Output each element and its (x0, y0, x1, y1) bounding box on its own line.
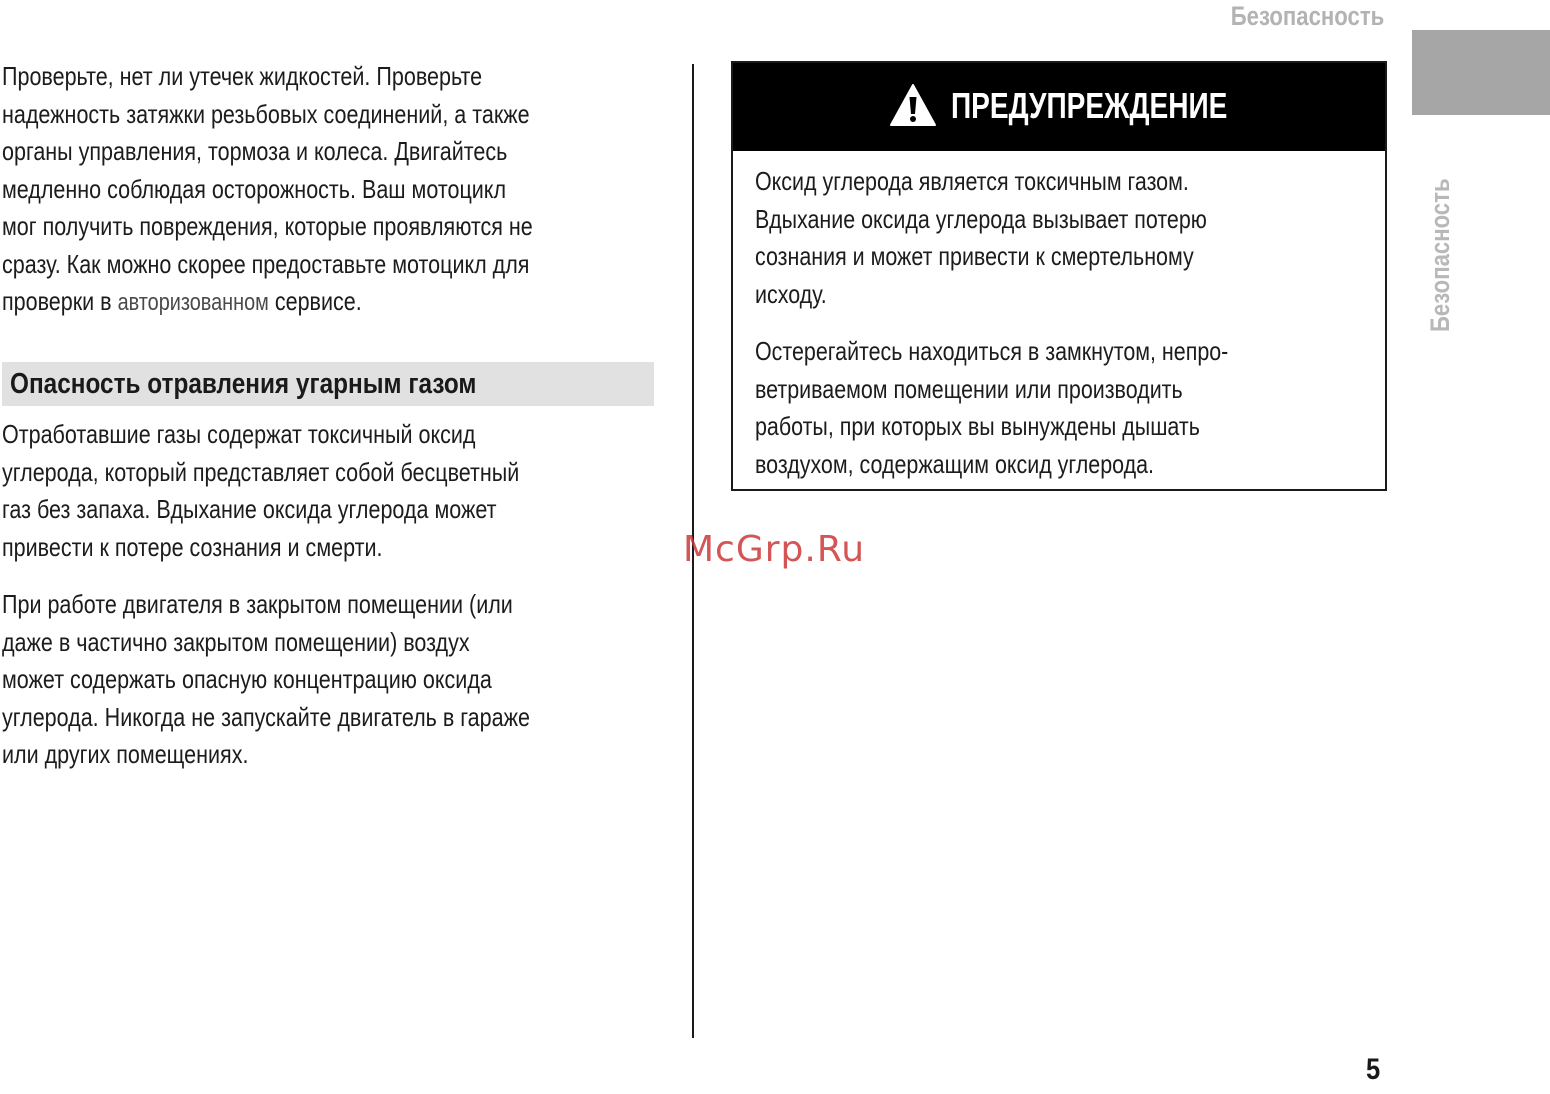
text-line: Проверьте, нет ли утечек жидкостей. Проверьте (2, 61, 483, 91)
text-line: надежность затяжки резьбовых соединений, а также (2, 98, 530, 129)
page-number: 5 (1366, 1053, 1381, 1086)
text-line: Вдыхание оксида углерода вызывает потерю (755, 203, 1207, 234)
highlighted-word: авторизованном (117, 289, 269, 316)
text-line: может содержать опасную концентрацию оксида (2, 664, 492, 694)
text-line: исходу. (755, 278, 827, 309)
intro-paragraph (2, 58, 656, 322)
text-line: сразу. Как можно скорее предоставьте мотоцикл для (2, 248, 530, 279)
co-description-paragraph (2, 416, 656, 566)
text-line: углерода. Никогда не запускайте двигатель в гараже (2, 701, 530, 732)
text-line: газ без запаха. Вдыхание оксида углерода может (2, 494, 497, 524)
paragraph-gap (755, 313, 1382, 333)
warning-body (755, 163, 1382, 483)
text-line: Отработавшие газы содержат токсичный оксид (2, 419, 476, 449)
text-line: мог получить повреждения, которые проявляются не (2, 211, 533, 241)
text-line: углерода, который представляет собой бесцветный (2, 456, 520, 487)
text-line: медленно соблюдая осторожность. Ваш мотоцикл (2, 173, 507, 204)
text-line: органы управления, тормоза и колеса. Двигайтесь (2, 136, 508, 166)
text-line: ветриваемом помещении или производить (755, 373, 1183, 404)
section-heading: Опасность отравления угарным газом (10, 368, 477, 400)
warning-box (731, 61, 1387, 491)
text-line: Остерегайтесь находиться в замкнутом, непро- (755, 336, 1229, 366)
text-line: или других помещениях. (2, 739, 249, 769)
watermark-text: McGrp.Ru (683, 529, 866, 570)
text-line: Оксид углерода является токсичным газом. (755, 166, 1189, 196)
intro-paragraph-block (2, 58, 656, 360)
side-section-label: Безопасность (1425, 178, 1455, 332)
paragraph-gap (2, 566, 656, 586)
text-line: сознания и может привести к смертельному (755, 241, 1194, 271)
side-tab-block (1412, 30, 1550, 115)
text-line: При работе двигателя в закрытом помещении (или (2, 589, 513, 619)
text-fragment: сервисе. (268, 286, 362, 316)
text-line: даже в частично закрытом помещении) воздух (2, 626, 470, 657)
text-line-last (2, 283, 656, 322)
warning-paragraph-1 (755, 163, 1382, 313)
text-line: работы, при которых вы вынуждены дышать (755, 411, 1200, 441)
enclosed-space-paragraph (2, 586, 656, 774)
text-fragment: проверки в (2, 286, 118, 316)
page-header-title: Безопасность (1230, 1, 1384, 31)
warning-header (733, 63, 1385, 151)
co-hazard-text-block (2, 416, 656, 774)
text-line: привести к потере сознания и смерти. (2, 531, 383, 562)
warning-triangle-icon (889, 83, 937, 127)
text-line: воздухом, содержащим оксид углерода. (755, 448, 1155, 479)
warning-paragraph-2 (755, 333, 1382, 483)
warning-title: ПРЕДУПРЕЖДЕНИЕ (951, 85, 1228, 126)
